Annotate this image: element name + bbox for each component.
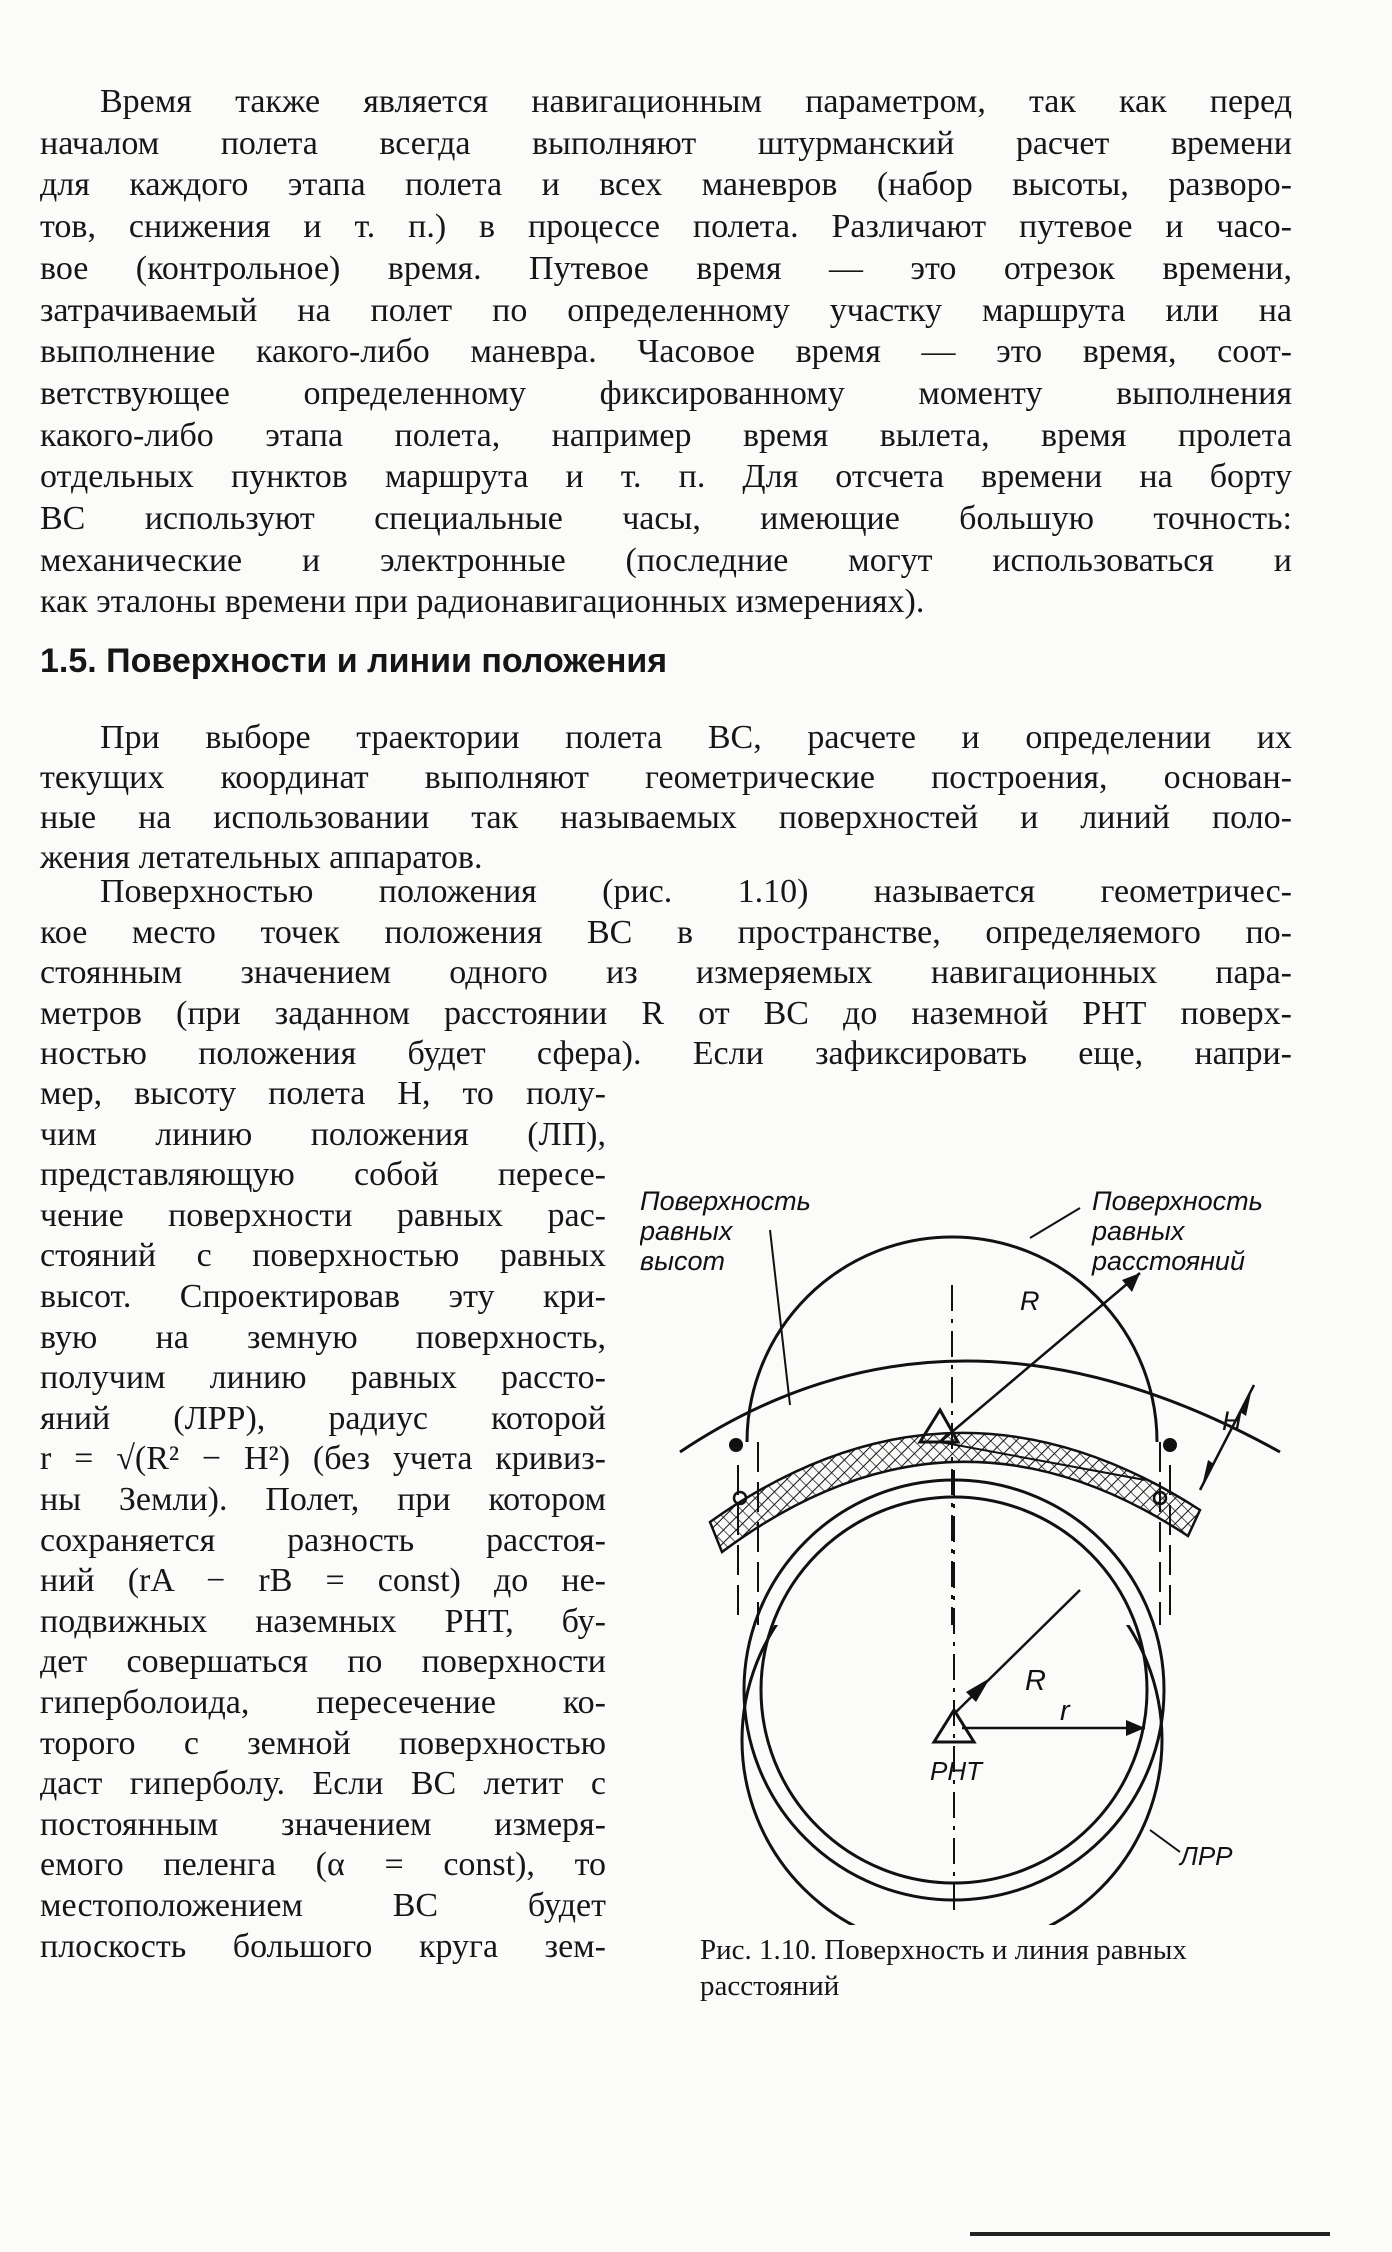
text-line: ны Земли). Полет, при котором	[40, 1481, 606, 1518]
text-line: затрачиваемый на полет по определенному участку маршрута или на	[40, 291, 1292, 329]
lrr-leader	[1150, 1830, 1180, 1852]
label-height-surface-1: Поверхность	[640, 1186, 811, 1216]
text-line: для каждого этапа полета и всех маневров (набор высоты, разворо-	[40, 166, 1292, 204]
text-line: емого пеленга (α = const), то	[40, 1846, 606, 1884]
text-line: метров (при заданном расстоянии R от ВС до наземной РНТ поверх-	[40, 994, 1292, 1032]
label-height-surface-2: равных	[640, 1216, 733, 1246]
label-range-surface-3: расстояний	[1092, 1246, 1245, 1276]
text-line: вую на земную поверхность,	[40, 1318, 606, 1356]
text-line: подвижных наземных РНТ, бу-	[40, 1602, 606, 1640]
text-line: мер, высоту полета H, то полу-	[40, 1075, 606, 1112]
text-line: чение поверхности равных рас-	[40, 1196, 606, 1234]
section-heading: 1.5. Поверхности и линии положения	[40, 642, 668, 680]
text-line: получим линию равных рассто-	[40, 1359, 606, 1397]
text-line: Время также является навигационным параметром, так как перед	[100, 83, 1292, 120]
text-line: плоскость большого круга зем-	[40, 1927, 606, 1965]
figure-caption-line-2: расстояний	[700, 1970, 840, 2002]
text-line: постоянным значением измеря-	[40, 1805, 606, 1843]
text-line: Поверхностью положения (рис. 1.10) называется геометричес-	[100, 873, 1292, 910]
label-r: r	[1060, 1695, 1070, 1727]
text-line: ний (rA − rB = const) до не-	[40, 1562, 606, 1600]
text-line: r = √(R² − H²) (без учета кривиз-	[40, 1440, 606, 1478]
label-lrr: ЛРР	[1180, 1841, 1233, 1871]
text-line: При выборе траектории полета ВС, расчете и определении их	[100, 719, 1292, 756]
text-line: высот. Спроектировав эту кри-	[40, 1278, 606, 1315]
text-line: даст гиперболу. Если ВС летит с	[40, 1765, 606, 1803]
label-R-bottom: R	[1025, 1665, 1046, 1697]
text-line: дет совершаться по поверхности	[40, 1643, 606, 1681]
label-range-surface-1: Поверхность	[1092, 1186, 1263, 1216]
text-line: вое (контрольное) время. Путевое время — это отрезок времени,	[40, 249, 1292, 287]
label-R-top: R	[1020, 1286, 1040, 1316]
text-line: ветствующее определенному фиксированному моменту выполнения	[40, 374, 1292, 412]
radius-R-arrow	[940, 1273, 1140, 1442]
text-line: гиперболоида, пересечение ко-	[40, 1684, 606, 1721]
label-height-surface-3: высот	[640, 1246, 725, 1276]
text-line: сохраняется разность расстоя-	[40, 1521, 606, 1559]
text-line: выполнение какого-либо маневра. Часовое время — это время, соот-	[40, 333, 1292, 371]
text-line: ные на использовании так называемых поверхностей и линий поло-	[40, 799, 1292, 836]
text-line: ностью положения будет сфера). Если зафиксировать еще, напри-	[40, 1035, 1292, 1072]
label-range-surface-2: равных	[1092, 1216, 1185, 1246]
text-line: кое место точек положения ВС в пространстве, определяемого по-	[40, 913, 1292, 951]
text-line: жения летательных аппаратов.	[40, 839, 483, 876]
text-line: стоянным значением одного из измеряемых навигационных пара-	[40, 954, 1292, 991]
figure-caption-line-1: Рис. 1.10. Поверхность и линия равных	[700, 1934, 1187, 1966]
text-line: началом полета всегда выполняют штурманский расчет времени	[40, 124, 1292, 162]
page-bottom-rule	[970, 2232, 1330, 2236]
label-station: РНТ	[930, 1756, 982, 1786]
text-line: текущих координат выполняют геометрические построения, основан-	[40, 759, 1292, 796]
text-line: ВС используют специальные часы, имеющие большую точность:	[40, 500, 1292, 537]
text-line: отдельных пунктов маршрута и т. п. Для отсчета времени на борту	[40, 458, 1292, 496]
text-line: как эталоны времени при радионавигационных измерениях).	[40, 583, 925, 621]
text-line: чим линию положения (ЛП),	[40, 1115, 606, 1153]
text-line: механические и электронные (последние могут использоваться и	[40, 541, 1292, 579]
text-line: тов, снижения и т. п.) в процессе полета. Различают путевое и часо-	[40, 208, 1292, 246]
label-H: H	[1222, 1406, 1242, 1436]
text-line: стояний с поверхностью равных	[40, 1237, 606, 1275]
text-line: торого с земной поверхностью	[40, 1724, 606, 1762]
text-line: какого-либо этапа полета, например время вылета, время пролета	[40, 416, 1292, 454]
text-line: представляющую собой пересе-	[40, 1156, 606, 1194]
text-line: местоположением ВС будет	[40, 1887, 606, 1924]
text-line: яний (ЛРР), радиус которой	[40, 1399, 606, 1437]
figure-1-10-ground	[640, 1440, 1320, 1920]
